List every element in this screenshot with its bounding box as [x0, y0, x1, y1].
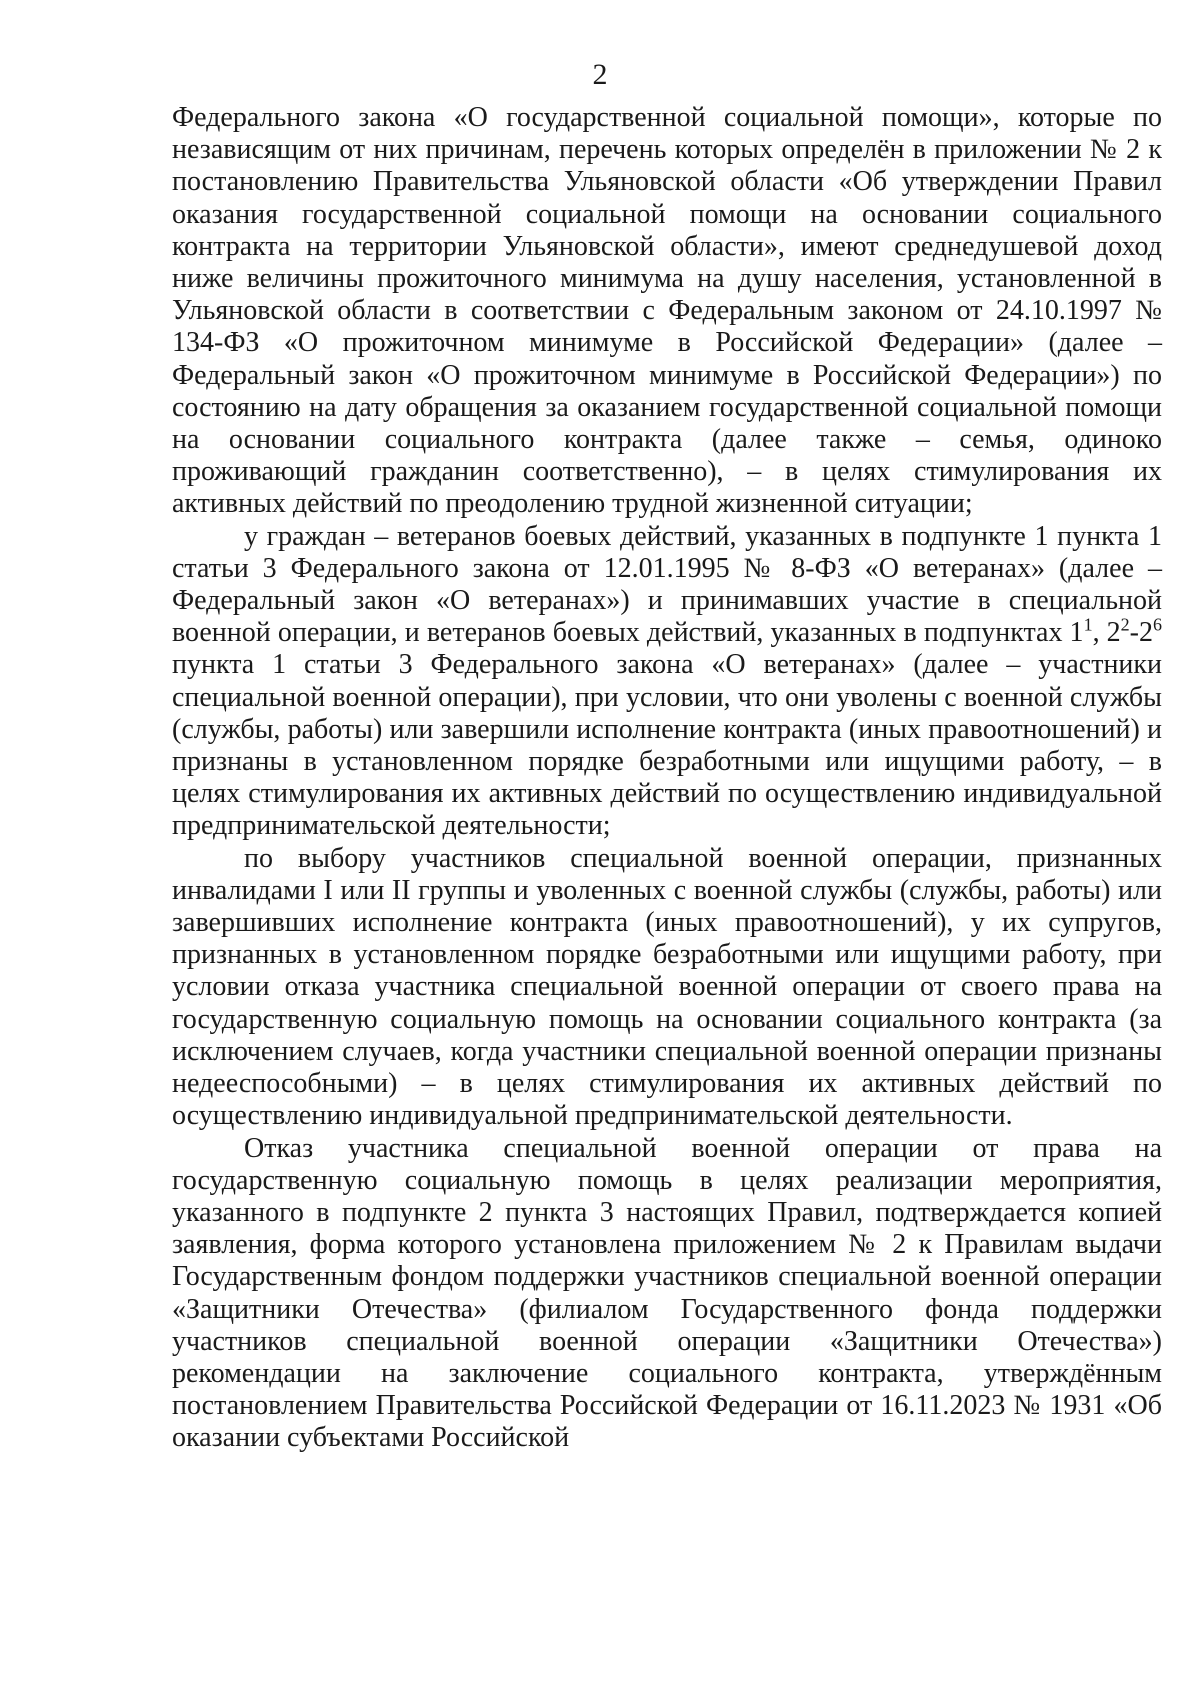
- superscript: 6: [1153, 614, 1162, 635]
- paragraph-text: , 2: [1092, 617, 1121, 649]
- paragraph-text: -2: [1129, 617, 1153, 649]
- document-body: [172, 102, 1162, 1455]
- superscript: 2: [1120, 614, 1130, 635]
- page-number: 2: [592, 58, 608, 91]
- paragraph-text: пункта 1 статьи 3 Федерального закона «О ветеранах» (далее – участники специальной военной операции), при условии, что они уволены с военной службы (службы, работы) или завершили исполнение контракта (иных правоотношений) и признаны в установленном порядке безработными или ищущими работу, – в целях стимулирования их активных действий по осуществлению индивидуальной предпринимательской деятельности;: [172, 649, 1162, 842]
- paragraph: [172, 1133, 1162, 1455]
- paragraph-text: по выбору участников специальной военной операции, признанных инвалидами I или II группы и уволенных с военной службы (службы, работы) или завершивших исполнение контракта (иных правоотношений), у их супругов, признанных в установленном порядке безработными или ищущими работу, при условии отказа участника специальной военной операции от своего права на государственную социальную помощь на основании социального контракта (за исключением случаев, когда участники специальной военной операции признаны недееспособными) – в целях стимулирования их активных действий по осуществлению индивидуальной предпринимательской деятельности.: [172, 842, 1162, 1132]
- paragraph: [172, 102, 1162, 521]
- paragraph-text: Отказ участника специальной военной операции от права на государственную социальную помощь в целях реализации мероприятия, указанного в подпункте 2 пункта 3 настоящих Правил, подтверждается копией заявления, форма которого установлена приложением № 2 к Правилам выдачи Государственным фондом поддержки участников специальной военной операции «Защитники Отечества» (филиалом Государственного фонда поддержки участников специальной военной операции «Защитники Отечества») рекомендации на заключение социального контракта, утверждённым постановлением Правительства Российской Федерации от 16.11.2023 № 1931 «Об оказании субъектами Российской: [172, 1132, 1162, 1454]
- paragraph-text: Федерального закона «О государственной социальной помощи», которые по независящим от них причинам, перечень которых определён в приложении № 2 к постановлению Правительства Ульяновской области «Об утверждении Правил оказания государственной социальной помощи на основании социального контракта на территории Ульяновской области», имеют среднедушевой доход ниже величины прожиточного минимума на душу населения, установленной в Ульяновской области в соответствии с Федеральным законом от 24.10.1997 № 134-ФЗ «О прожиточном минимуме в Российской Федерации» (далее – Федеральный закон «О прожиточном минимуме в Российской Федерации») по состоянию на дату обращения за оказанием государственной социальной помощи на основании социального контракта (далее также – семья, одиноко проживающий гражданин соответственно), – в целях стимулирования их активных действий по преодолению трудной жизненной ситуации;: [172, 102, 1162, 520]
- superscript: 1: [1083, 614, 1093, 635]
- paragraph: [172, 843, 1162, 1133]
- paragraph: [172, 521, 1162, 843]
- paragraph-text: у граждан – ветеранов боевых действий, указанных в подпункте 1 пункта 1 статьи 3 Федерального закона от 12.01.1995 № 8-ФЗ «О ветеранах» (далее – Федеральный закон «О ветеранах») и принимавших участие в специальной военной операции, и ветеранов боевых действий, указанных в подпунктах 1: [172, 520, 1162, 649]
